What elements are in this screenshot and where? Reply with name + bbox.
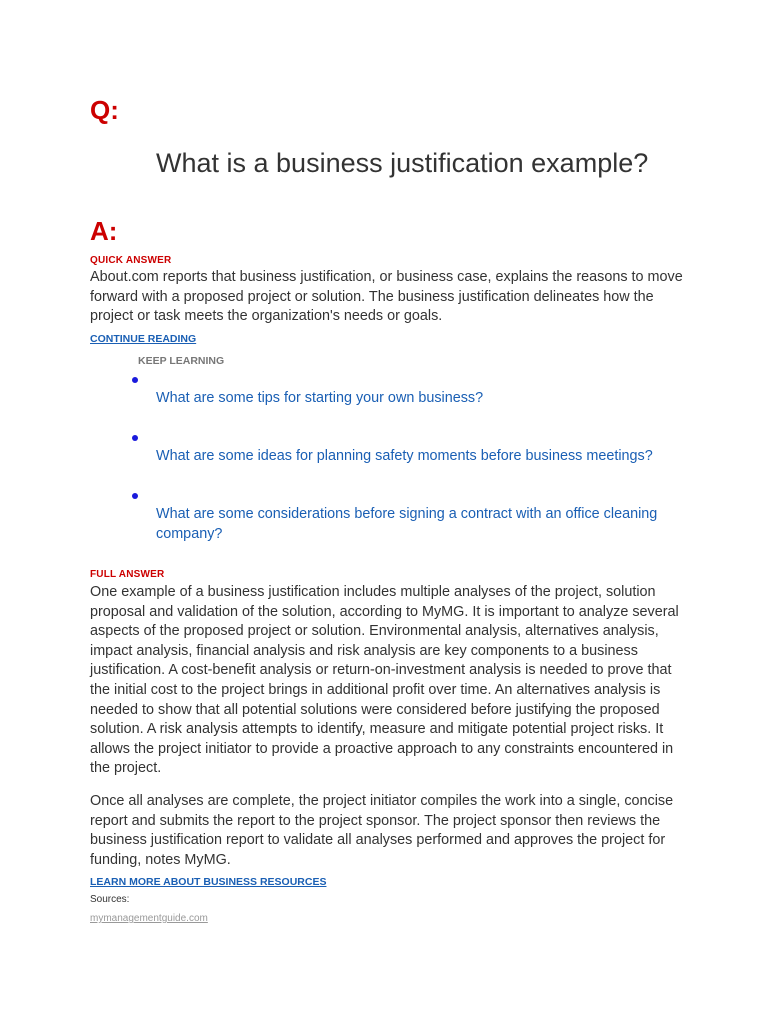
quick-answer-label: QUICK ANSWER [90,255,172,266]
question-title: What is a business justification example? [156,148,649,178]
full-answer-paragraph: One example of a business justification includes multiple analyses of the project, solution proposal and validation of the solution, according to MyMG. It is important to analyze several aspects of the proposed project or solution. Environmental analysis, alternatives analysis, impact analysis, financial analysis and risk analysis are key components to a business justification. A cost-benefit analysis or return-on-investment analysis is needed to prove that the initial cost to the project brings in additional profit over time. An alternatives analysis is needed to show that all potential solutions were considered before justifying the proposed solution. A risk analysis attempts to identify, measure and mitigate potential project risks. It allows the project initiator to provide a proactive approach to any constraints encountered in the project. [90,584,679,777]
continue-reading-link[interactable]: CONTINUE READING [90,333,197,345]
source-link[interactable]: mymanagementguide.com [90,913,208,924]
answer-label: A: [90,216,118,246]
keep-learning-label: KEEP LEARNING [138,355,225,367]
learn-more-link[interactable]: LEARN MORE ABOUT BUSINESS RESOURCES [90,876,327,888]
bullet-icon [132,377,138,383]
full-answer-label: FULL ANSWER [90,569,165,580]
bullet-icon [132,435,138,441]
quick-answer-text: About.com reports that business justification, or business case, explains the reasons to move forward with a proposed project or solution. The business justification delineates how the project or task meets the organization's needs or goals. [90,269,683,325]
full-answer-paragraph: Once all analyses are complete, the project initiator compiles the work into a single, concise report and submits the report to the project sponsor. The project sponsor then reviews the business justification report to validate all analyses performed and approves the project for funding, notes MyMG. [90,793,674,868]
sources-label: Sources: [90,894,130,905]
related-question-link[interactable]: What are some considerations before signing a contract with an office cleaning company? [156,506,658,542]
related-question-link[interactable]: What are some ideas for planning safety moments before business meetings? [156,448,653,464]
related-question-link[interactable]: What are some tips for starting your own business? [156,390,484,406]
question-label: Q: [90,95,119,125]
bullet-icon [132,493,138,499]
